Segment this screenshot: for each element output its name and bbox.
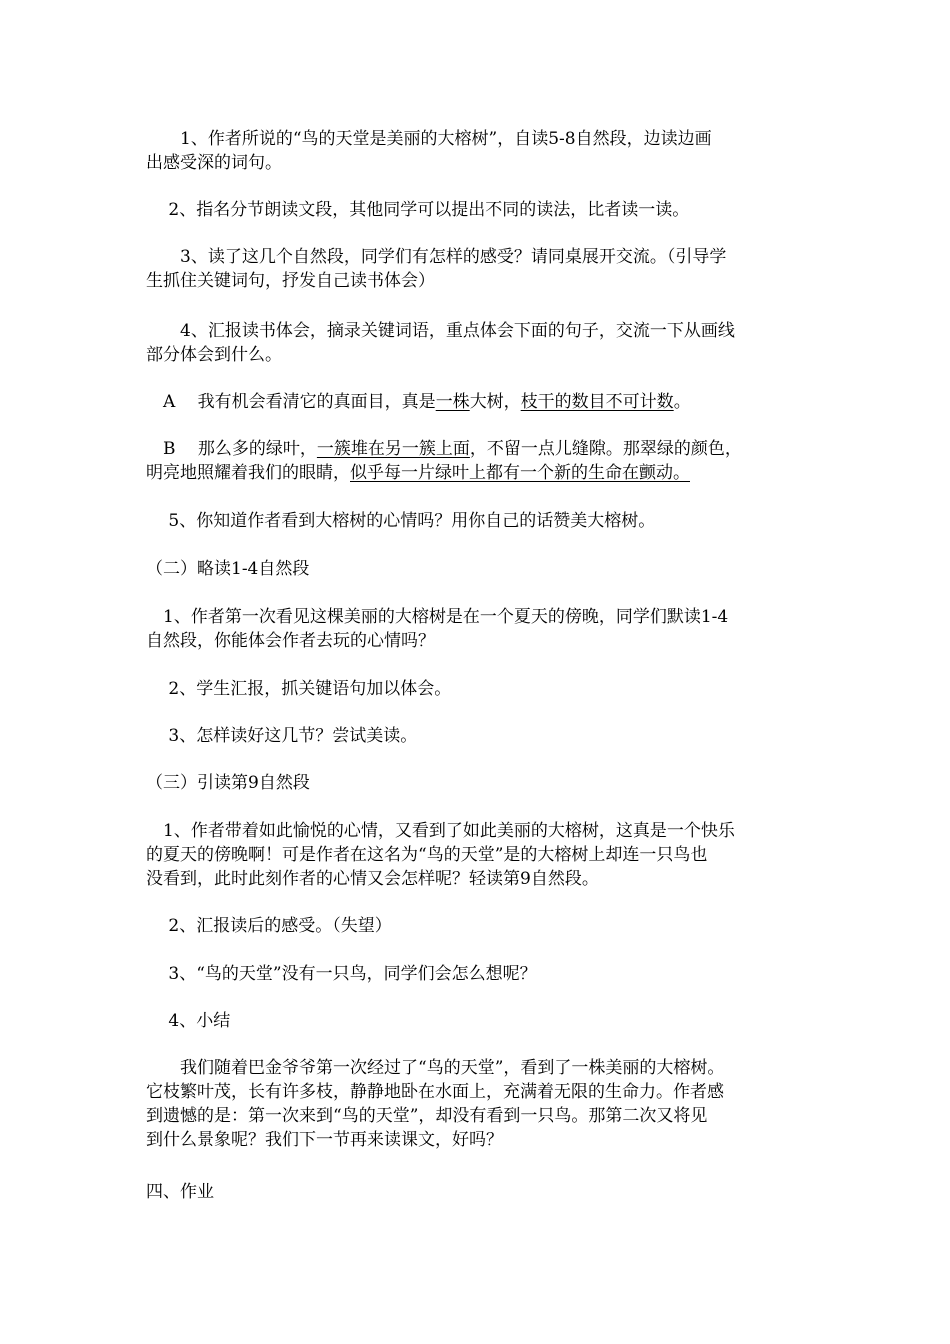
paragraph-7 — [146, 677, 816, 701]
paragraph-12 — [146, 1009, 816, 1033]
text-line: 3、“鸟的天堂”没有一只鸟，同学们会怎么想呢？ — [146, 964, 537, 984]
section-heading-3 — [146, 771, 816, 795]
paragraph-5 — [146, 509, 816, 533]
underlined-phrase: 似乎每一片绿叶上都有一个新的生命在颤动。 — [350, 463, 690, 483]
sentence-a — [146, 390, 816, 414]
text-line — [146, 461, 816, 485]
text-line: （二）略读1-4自然段 — [146, 559, 310, 579]
underlined-phrase: 一株 — [435, 392, 470, 412]
text-line: 没看到，此时此刻作者的心情又会怎样呢？轻读第9自然段。 — [146, 869, 599, 889]
sentence-b-text: B 那么多的绿叶， — [146, 439, 317, 459]
paragraph-2 — [146, 198, 816, 222]
paragraph-4 — [146, 319, 816, 367]
paragraph-3 — [146, 245, 816, 293]
text-line: 出感受深的词句。 — [146, 153, 282, 173]
text-line: 到什么景象呢？我们下一节再来读课文，好吗？ — [146, 1130, 503, 1150]
text-line: 部分体会到什么。 — [146, 345, 282, 365]
text-line: 3、读了这几个自然段，同学们有怎样的感受？请同桌展开交流。（引导学 — [146, 247, 727, 267]
sentence-b-text: ，不留一点儿缝隙。那翠绿的颜色， — [469, 439, 742, 459]
paragraph-9 — [146, 819, 816, 891]
sentence-a-text: 。 — [673, 392, 691, 412]
text-line: 4、小结 — [146, 1011, 231, 1031]
text-line: 到遗憾的是：第一次来到“鸟的天堂”，却没有看到一只鸟。那第二次又将见 — [146, 1106, 708, 1126]
sentence-a-text: A 我有机会看清它的真面目，真是 — [146, 392, 436, 412]
text-line: 的夏天的傍晚啊！可是作者在这名为“鸟的天堂”是的大榕树上却连一只鸟也 — [146, 845, 708, 865]
text-line: 4、汇报读书体会，摘录关键词语，重点体会下面的句子，交流一下从画线 — [146, 321, 735, 341]
underlined-phrase: 一簇堆在另一簇上面 — [316, 439, 470, 459]
paragraph-8 — [146, 724, 816, 748]
paragraph-1 — [146, 127, 816, 175]
underlined-phrase: 枝干的数目不可计数 — [520, 392, 674, 412]
text-line: 2、指名分节朗读文段，其他同学可以提出不同的读法，比者读一读。 — [146, 200, 690, 220]
sentence-b-text: 明亮地照耀着我们的眼睛， — [146, 463, 350, 483]
text-line: 2、学生汇报，抓关键语句加以体会。 — [146, 679, 452, 699]
text-line — [146, 390, 816, 414]
text-line: 生抓住关键词句，抒发自己读书体会） — [146, 271, 435, 291]
sentence-b — [146, 437, 816, 485]
text-line: 2、汇报读后的感受。（失望） — [146, 916, 392, 936]
text-line: （三）引读第9自然段 — [146, 773, 310, 793]
text-line: 四、作业 — [146, 1182, 214, 1202]
paragraph-11 — [146, 962, 816, 986]
section-heading-4 — [146, 1180, 816, 1204]
text-line: 它枝繁叶茂，长有许多枝，静静地卧在水面上，充满着无限的生命力。作者感 — [146, 1082, 724, 1102]
sentence-a-text: 大树， — [469, 392, 521, 412]
paragraph-6 — [146, 605, 816, 653]
text-line: 我们随着巴金爷爷第一次经过了“鸟的天堂”，看到了一株美丽的大榕树。 — [146, 1058, 725, 1078]
text-line: 1、作者所说的“鸟的天堂是美丽的大榕树”，自读5-8自然段，边读边画 — [146, 129, 712, 149]
paragraph-10 — [146, 914, 816, 938]
text-line — [146, 437, 816, 461]
text-line: 自然段，你能体会作者去玩的心情吗？ — [146, 631, 435, 651]
text-line: 3、怎样读好这几节？尝试美读。 — [146, 726, 418, 746]
text-line: 5、你知道作者看到大榕树的心情吗？用你自己的话赞美大榕树。 — [146, 511, 656, 531]
text-line: 1、作者带着如此愉悦的心情，又看到了如此美丽的大榕树，这真是一个快乐 — [146, 821, 735, 841]
section-heading-2 — [146, 557, 816, 581]
summary-paragraph — [146, 1056, 816, 1152]
text-line: 1、作者第一次看见这棵美丽的大榕树是在一个夏天的傍晚，同学们默读1-4 — [146, 607, 729, 627]
